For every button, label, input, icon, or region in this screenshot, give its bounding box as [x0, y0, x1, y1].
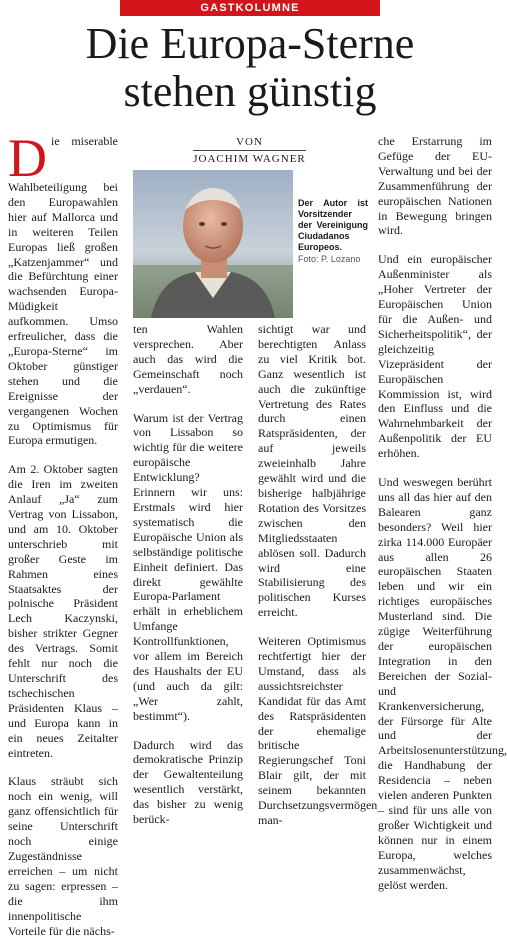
paragraph: Am 2. Oktober sagten die Iren im zweiten Anlauf „Ja“ zum Vertrag von Lissabon, und am 10. Oktober unterschrieb mit großer Geste im Rahmen eines Staatsaktes der polnische Präsident Lech Kaczynski, bisher strikter Gegner des Vertrags. Somit fehlt nur noch die Unterschrift des tschechischen Präsidenten Klaus – und Europa kann in ein neues Zeitalter eintreten. — [8, 462, 118, 760]
photo-credit: Foto: P. Lozano — [298, 254, 361, 264]
headline-line-1: Die Europa-Sterne — [85, 19, 415, 68]
author-portrait-image — [133, 170, 293, 318]
section-kicker: GASTKOLUMNE — [120, 0, 380, 16]
paragraph: che Erstarrung im Gefüge der EU-Verwaltung und bei der Zusammenführung der europäischen Nationen in Bewegung bringen wird. — [378, 134, 492, 238]
paragraph: Die miserable Wahlbeteiligung bei den Europawahlen hier auf Mallorca und in weiteren Teilen Europas ließ großen „Katzenjammer“ und die Befürchtung einer wachsenden Europa-Müdigkeit aufkommen. Umso erfreulicher, dass die „Europa-Sterne“ im Oktober günstiger stehen und die Ereignisse der vergangenen Wochen zu Optimismus für Europa ermutigen. — [8, 128, 118, 448]
article-column-2 — [133, 322, 243, 827]
paragraph: Dadurch wird das demokratische Prinzip der Gewaltenteilung wesentlich verstärkt, das bisher zu wenig berück- — [133, 737, 243, 827]
author-name: JOACHIM WAGNER — [193, 150, 306, 166]
headline — [0, 20, 500, 116]
paragraph: Und weswegen berührt uns all das hier auf den Balearen ganz besonders? Weil hier zirka 114.000 Europäer aus allen 26 europäischen Staaten leben und wir ein richtiges europäisches Musterland sind. Die zügige Weiterführung der europäischen Integration in den Bereichen der Sozial- und Krankenversicherung, der Fürsorge für Alte und der Arbeitslosenunterstützung, die Handhabung der Residencia – neben vielen anderen Punkten – sind für uns alle von großer Wichtigkeit und können nur in einem Europa, welches zusammenwächst, gelöst werden. — [378, 475, 507, 892]
photo-caption — [298, 198, 368, 265]
caption-text: Der Autor ist Vorsitzender der Vereinigung Ciudadanos Europeos. — [298, 198, 368, 252]
byline-von: VON — [236, 136, 263, 148]
byline — [133, 136, 366, 166]
paragraph: Und ein europäischer Außenminister als „Hoher Vertreter der Europäischen Union für die Außen- und Sicherheitspolitik“, der gleichzeitig Vizepräsident der Europäischen Kommission ist, wird den Einfluss und die Wahrnehmbarkeit der Außenpolitik der EU erhöhen. — [378, 252, 492, 461]
drop-cap: D — [8, 128, 47, 188]
article-column-3 — [258, 322, 378, 827]
paragraph: Weiteren Optimismus rechtfertigt hier der Umstand, dass als aussichtsreichster Kandidat für das Amt des Ratspräsidenten der ehemalige britische Regierungschef Toni Blair gilt, der mit seinem bekannten Durchsetzungsvermögen man- — [258, 634, 378, 827]
paragraph: Klaus sträubt sich noch ein wenig, will ganz offensichtlich für seine Unterschrift noch einige Zugeständnisse erreichen – um nicht zu sagen: erpressen – die ihm innenpolitische Vorteile für die nächs- — [8, 774, 118, 938]
paragraph: Warum ist der Vertrag von Lissabon so wichtig für die weitere europäische Entwicklung? Erinnern wir uns: Erstmals wird hier systematisch die Europäische Union als selbständige politische Einheit definiert. Das direkt gewählte Europa-Parlament erhält in erheblichem Umfange Kontrollfunktionen, vor allem im Bereich des Haushalts der EU (und auch da gilt: „Wer zahlt, bestimmt“). — [133, 410, 243, 723]
paragraph: ten Wahlen versprechen. Aber auch das wird die Gemeinschaft noch „verdauen“. — [133, 322, 243, 396]
article-column-1 — [8, 128, 118, 938]
headline-line-2: stehen günstig — [123, 67, 377, 116]
paragraph: sichtigt war und berechtigten Anlass zu viel Kritik bot. Ganz wesentlich ist auch die zukünftige Vertretung des Rates durch einen Ratspräsidenten, der auf jeweils zweieinhalb Jahre gewählt wird und die bisherige halbjährige Rotation des Vorsitzes zwischen den Mitgliedsstaaten ablösen soll. Dadurch wird eine Stabilisierung des politischen Kurses erreicht. — [258, 322, 366, 620]
article-column-4 — [378, 134, 507, 892]
author-photo — [133, 170, 293, 318]
